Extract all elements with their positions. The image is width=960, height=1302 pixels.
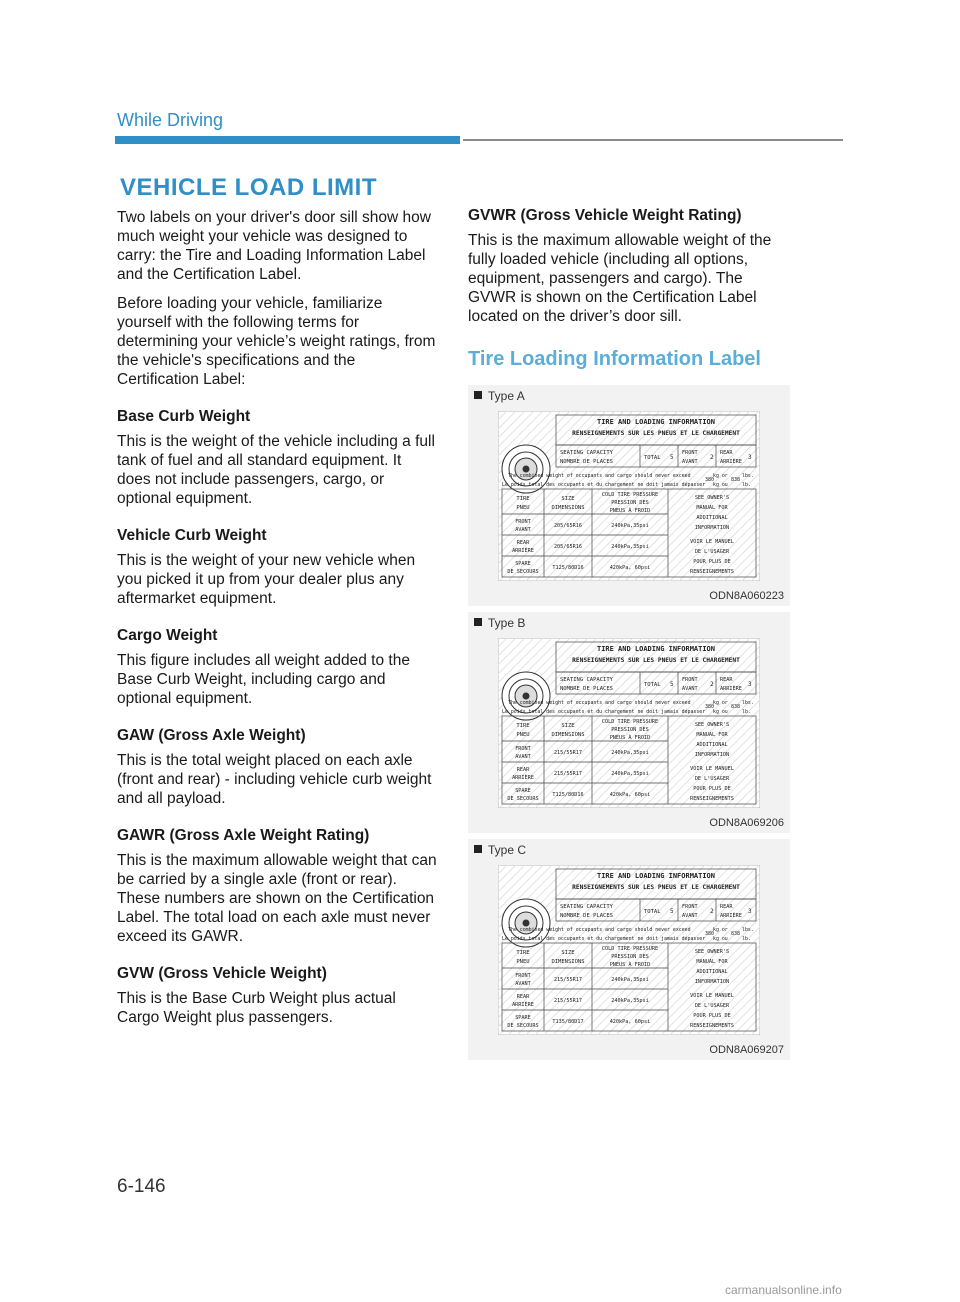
owner-manual-note: ADDITIONAL xyxy=(696,969,728,975)
label-text: 3 xyxy=(748,681,752,688)
label-text: PNEU xyxy=(516,959,530,965)
label-text: kg ou xyxy=(713,936,728,942)
tire-loading-label-image xyxy=(498,865,760,1035)
tire-loading-label-image xyxy=(498,411,760,581)
owner-manual-note: INFORMATION xyxy=(694,525,730,531)
label-text: kg or xyxy=(713,700,728,706)
term-heading: Cargo Weight xyxy=(117,627,218,644)
owner-manual-note: DE L'USAGER xyxy=(694,549,730,555)
spare-pressure: 420kPa, 60psi xyxy=(609,565,651,571)
label-text: DIMENSIONS xyxy=(551,505,585,511)
owner-manual-note: DE L'USAGER xyxy=(694,776,730,782)
spare-pressure: 420kPa, 60psi xyxy=(609,1019,651,1025)
owner-manual-note: MANUAL FOR xyxy=(696,959,728,965)
label-text: The combined weight of occupants and cargo should never exceed xyxy=(508,473,691,479)
square-bullet-icon xyxy=(474,618,482,626)
label-text: 5 xyxy=(670,454,674,461)
label-text: PNEUS À FROID xyxy=(609,735,651,741)
gvwr-text: This is the maximum allowable weight of the fully loaded vehicle (including all options, equipment, passengers and cargo). The GVWR is shown on the Certification Label located on the driver’s door sill. xyxy=(468,232,772,325)
front-size: 215/55R17 xyxy=(553,977,583,983)
watermark: carmanualsonline.info xyxy=(725,1283,842,1297)
label-text: AVANT xyxy=(515,981,531,987)
header-blue-bar xyxy=(115,136,460,144)
term-heading: Vehicle Curb Weight xyxy=(117,527,267,544)
label-title-en: TIRE AND LOADING INFORMATION xyxy=(596,872,716,880)
spare-size: T125/80D16 xyxy=(552,792,584,798)
label-text: NOMBRE DE PLACES xyxy=(560,913,613,919)
label-text: AVANT xyxy=(682,459,698,465)
figure-code: ODN8A060223 xyxy=(709,590,784,602)
label-text: TIRE xyxy=(516,723,530,729)
label-text: DE SECOURS xyxy=(507,1023,539,1029)
square-bullet-icon xyxy=(474,845,482,853)
label-text: FRONT xyxy=(515,746,531,752)
header-grey-rule xyxy=(463,139,843,141)
label-text: SPARE xyxy=(515,561,531,567)
type-label: Type C xyxy=(488,843,527,857)
owner-manual-note: INFORMATION xyxy=(694,979,730,985)
label-text: DE SECOURS xyxy=(507,796,539,802)
label-text: SPARE xyxy=(515,788,531,794)
label-text: 838 xyxy=(731,931,741,937)
rear-size: 215/55R17 xyxy=(553,771,583,777)
label-text: FRONT xyxy=(682,677,698,683)
label-text: ARRIÈRE xyxy=(512,1002,534,1008)
rear-pressure: 240kPa,35psi xyxy=(611,998,649,1004)
owner-manual-note: POUR PLUS DE xyxy=(693,786,731,792)
label-text: TOTAL xyxy=(644,909,661,915)
spare-pressure: 420kPa, 60psi xyxy=(609,792,651,798)
label-text: PNEUS À FROID xyxy=(609,508,651,514)
label-text: 2 xyxy=(710,454,714,461)
label-text: COLD TIRE PRESSURE xyxy=(601,946,659,952)
front-pressure: 240kPa,35psi xyxy=(611,977,649,983)
section-title: VEHICLE LOAD LIMIT xyxy=(120,174,377,201)
label-text: The combined weight of occupants and cargo should never exceed xyxy=(508,927,691,933)
term-text: This is the weight of the vehicle including a full tank of fuel and all standard equipment. It does not include passengers, cargo, or optional equipment. xyxy=(117,433,435,507)
figure-code: ODN8A069207 xyxy=(709,1044,784,1056)
owner-manual-note: RENSEIGNEMENTS xyxy=(690,1023,734,1029)
label-text: lb. xyxy=(742,482,751,488)
term-text: This is the weight of your new vehicle when you picked it up from your dealer plus any aftermarket equipment. xyxy=(117,552,416,607)
label-title-en: TIRE AND LOADING INFORMATION xyxy=(596,645,716,653)
label-text: kg ou xyxy=(713,709,728,715)
label-text: SEATING CAPACITY xyxy=(560,904,613,910)
term-text: This is the maximum allowable weight that can be carried by a single axle (front or rear). These numbers are shown on the Certification Label. The total load on each axle must never exceed its GAWR. xyxy=(117,852,437,945)
label-text: SIZE xyxy=(561,950,575,956)
label-text: SEATING CAPACITY xyxy=(560,450,613,456)
label-text: FRONT xyxy=(515,519,531,525)
type-label: Type A xyxy=(488,389,525,403)
label-text: SIZE xyxy=(561,496,575,502)
label-text: 2 xyxy=(710,908,714,915)
term-text: This is the total weight placed on each axle (front and rear) - including vehicle curb weight and all payload. xyxy=(117,752,432,807)
label-text: Le poids total des occupants et du chargement ne doit jamais dépasser xyxy=(502,709,706,715)
label-text: NOMBRE DE PLACES xyxy=(560,686,613,692)
term-heading: GAWR (Gross Axle Weight Rating) xyxy=(117,827,370,844)
term-text: This is the Base Curb Weight plus actual Cargo Weight plus passengers. xyxy=(117,990,396,1026)
rear-size: 205/65R16 xyxy=(553,544,583,550)
label-text: PNEU xyxy=(516,732,530,738)
owner-manual-note: SEE OWNER'S xyxy=(694,949,730,955)
label-text: DE SECOURS xyxy=(507,569,539,575)
label-text: 3 xyxy=(748,454,752,461)
label-text: ARRIÈRE xyxy=(720,459,742,465)
rear-pressure: 240kPa,35psi xyxy=(611,544,649,550)
label-text: REAR xyxy=(720,904,733,910)
label-text: AVANT xyxy=(515,754,531,760)
label-text: TIRE xyxy=(516,496,530,502)
term-heading: Base Curb Weight xyxy=(117,408,251,425)
label-text: PRESSION DES xyxy=(611,727,649,733)
label-text: PRESSION DES xyxy=(611,500,649,506)
owner-manual-note: POUR PLUS DE xyxy=(693,559,731,565)
label-text: 2 xyxy=(710,681,714,688)
label-text: TIRE xyxy=(516,950,530,956)
left-column xyxy=(117,208,437,1037)
label-text: FRONT xyxy=(682,450,698,456)
label-text: FRONT xyxy=(682,904,698,910)
label-text: SPARE xyxy=(515,1015,531,1021)
owner-manual-note: MANUAL FOR xyxy=(696,505,728,511)
rear-size: 215/55R17 xyxy=(553,998,583,1004)
owner-manual-note: SEE OWNER'S xyxy=(694,722,730,728)
label-text: The combined weight of occupants and cargo should never exceed xyxy=(508,700,691,706)
label-text: ARRIÈRE xyxy=(720,913,742,919)
label-text: ARRIÈRE xyxy=(512,775,534,781)
label-text: AVANT xyxy=(682,686,698,692)
spare-size: T125/80D16 xyxy=(552,565,584,571)
intro-paragraph-1: Two labels on your driver's door sill show how much weight your vehicle was designed to carry: the Tire and Loading Information Label and the Certification Label. xyxy=(117,209,431,283)
label-text: ARRIÈRE xyxy=(512,548,534,554)
owner-manual-note: VOIR LE MANUEL xyxy=(690,539,734,545)
label-text: AVANT xyxy=(515,527,531,533)
label-text: lb. xyxy=(742,709,751,715)
front-size: 215/55R17 xyxy=(553,750,583,756)
label-text: kg or xyxy=(713,927,728,933)
owner-manual-note: RENSEIGNEMENTS xyxy=(690,796,734,802)
label-text: 838 xyxy=(731,704,741,710)
right-column xyxy=(468,206,790,1066)
label-text: TOTAL xyxy=(644,682,661,688)
label-text: FRONT xyxy=(515,973,531,979)
term-text: This figure includes all weight added to the Base Curb Weight, including cargo and optional equipment. xyxy=(117,652,410,707)
page-number: 6-146 xyxy=(117,1176,166,1197)
tire-label-panel xyxy=(468,839,790,1060)
label-text: lbs. xyxy=(742,700,754,706)
type-caption xyxy=(474,843,526,857)
figure-code: ODN8A069206 xyxy=(709,817,784,829)
owner-manual-note: VOIR LE MANUEL xyxy=(690,766,734,772)
label-text: 380 xyxy=(705,931,715,937)
label-text: COLD TIRE PRESSURE xyxy=(601,719,659,725)
label-title-fr: RENSEIGNEMENTS SUR LES PNEUS ET LE CHARGEMENT xyxy=(572,657,740,664)
label-text: 380 xyxy=(705,477,715,483)
label-title-fr: RENSEIGNEMENTS SUR LES PNEUS ET LE CHARGEMENT xyxy=(572,884,740,891)
label-text: REAR xyxy=(516,767,530,773)
label-text: DIMENSIONS xyxy=(551,959,585,965)
label-text: 3 xyxy=(748,908,752,915)
tire-loading-label-image xyxy=(498,638,760,808)
label-text: REAR xyxy=(720,450,733,456)
owner-manual-note: MANUAL FOR xyxy=(696,732,728,738)
tire-label-subtitle: Tire Loading Information Label xyxy=(468,348,761,370)
intro-paragraph-2: Before loading your vehicle, familiarize yourself with the following terms for determining your vehicle’s weight ratings, from the vehicle's specifications and the Certification Label: xyxy=(117,295,436,388)
label-text: TOTAL xyxy=(644,455,661,461)
label-text: REAR xyxy=(516,994,530,1000)
type-caption xyxy=(474,616,525,630)
owner-manual-note: ADDITIONAL xyxy=(696,515,728,521)
label-text: PNEUS À FROID xyxy=(609,962,651,968)
spare-size: T135/80D17 xyxy=(552,1019,584,1025)
term-heading: GVW (Gross Vehicle Weight) xyxy=(117,965,327,982)
label-text: Le poids total des occupants et du chargement ne doit jamais dépasser xyxy=(502,482,706,488)
owner-manual-note: RENSEIGNEMENTS xyxy=(690,569,734,575)
label-text: lbs. xyxy=(742,927,754,933)
gvwr-heading: GVWR (Gross Vehicle Weight Rating) xyxy=(468,207,742,224)
owner-manual-note: VOIR LE MANUEL xyxy=(690,993,734,999)
label-text: NOMBRE DE PLACES xyxy=(560,459,613,465)
label-text: SIZE xyxy=(561,723,575,729)
tire-label-panel xyxy=(468,612,790,833)
label-text: 838 xyxy=(731,477,741,483)
label-text: 380 xyxy=(705,704,715,710)
owner-manual-note: INFORMATION xyxy=(694,752,730,758)
label-text: REAR xyxy=(516,540,530,546)
label-text: kg ou xyxy=(713,482,728,488)
label-title-en: TIRE AND LOADING INFORMATION xyxy=(596,418,716,426)
owner-manual-note: SEE OWNER'S xyxy=(694,495,730,501)
label-text: SEATING CAPACITY xyxy=(560,677,613,683)
label-title-fr: RENSEIGNEMENTS SUR LES PNEUS ET LE CHARGEMENT xyxy=(572,430,740,437)
tire-label-panel xyxy=(468,385,790,606)
label-text: Le poids total des occupants et du chargement ne doit jamais dépasser xyxy=(502,936,706,942)
type-caption xyxy=(474,389,525,403)
header-section-title: While Driving xyxy=(117,110,224,130)
label-text: COLD TIRE PRESSURE xyxy=(601,492,659,498)
type-label: Type B xyxy=(488,616,526,630)
owner-manual-note: POUR PLUS DE xyxy=(693,1013,731,1019)
owner-manual-note: ADDITIONAL xyxy=(696,742,728,748)
front-pressure: 240kPa,35psi xyxy=(611,750,649,756)
label-text: ARRIÈRE xyxy=(720,686,742,692)
owner-manual-note: DE L'USAGER xyxy=(694,1003,730,1009)
label-text: 5 xyxy=(670,908,674,915)
label-text: kg or xyxy=(713,473,728,479)
label-text: DIMENSIONS xyxy=(551,732,585,738)
label-text: lbs. xyxy=(742,473,754,479)
tire-label-panels xyxy=(468,385,790,1060)
front-pressure: 240kPa,35psi xyxy=(611,523,649,529)
label-text: REAR xyxy=(720,677,733,683)
rear-pressure: 240kPa,35psi xyxy=(611,771,649,777)
label-text: PNEU xyxy=(516,505,530,511)
label-text: 5 xyxy=(670,681,674,688)
square-bullet-icon xyxy=(474,391,482,399)
front-size: 205/65R16 xyxy=(553,523,583,529)
term-heading: GAW (Gross Axle Weight) xyxy=(117,727,306,744)
label-text: AVANT xyxy=(682,913,698,919)
label-text: lb. xyxy=(742,936,751,942)
label-text: PRESSION DES xyxy=(611,954,649,960)
